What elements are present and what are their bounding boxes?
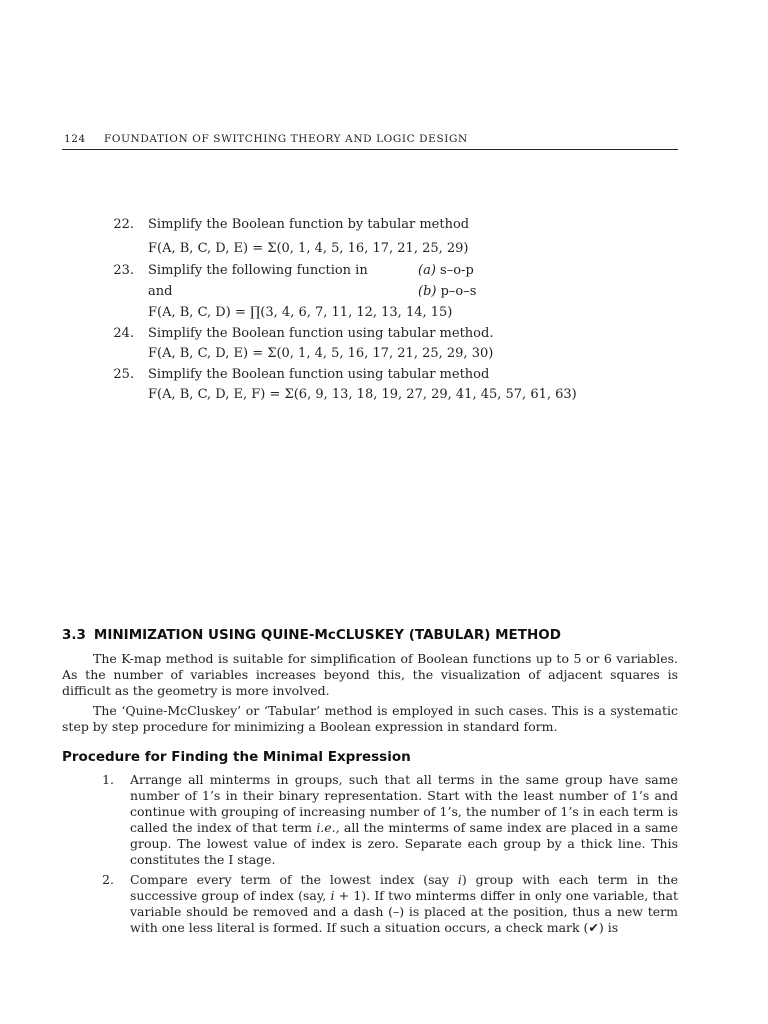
exercise-number: 24. <box>113 326 134 341</box>
boolean-expression: F(A, B, C, D, E) = Σ(0, 1, 4, 5, 16, 17, 21, 25, 29) <box>148 241 469 256</box>
step-text-part: ) group with each term in the successive group of index (say, <box>130 872 678 903</box>
ie-abbrev: i.e., <box>316 820 340 835</box>
exercise-number: 23. <box>113 263 134 278</box>
subsection-heading: Procedure for Finding the Minimal Expression <box>62 749 411 765</box>
boolean-expression: F(A, B, C, D, E) = Σ(0, 1, 4, 5, 16, 17, 21, 25, 29, 30) <box>148 346 494 361</box>
paragraph-kmap: The K-map method is suitable for simplification of Boolean functions up to 5 or 6 variables. As the number of variables increases beyond this, the visualization of adjacent squares is difficult as the geometry is more involved. <box>62 651 678 698</box>
exercise-text: Simplify the following function in <box>148 263 368 278</box>
exercise-number: 22. <box>113 217 134 232</box>
exercise-number: 25. <box>113 367 134 382</box>
exercise-text: Simplify the Boolean function using tabular method. <box>148 326 494 341</box>
step-text-part: all the minterms of same index are placed in a same group. The lowest value of index is zero. Separate each group by a thick line. This constitutes the I stage. <box>130 820 678 867</box>
option-a-label: (a) <box>418 263 436 278</box>
boolean-expression: F(A, B, C, D, E, F) = Σ(6, 9, 13, 18, 19, 27, 29, 41, 45, 57, 61, 63) <box>148 387 577 402</box>
section-number: 3.3 <box>62 627 86 643</box>
section-title: MINIMIZATION USING QUINE-McCLUSKEY (TABULAR) METHOD <box>93 627 561 643</box>
paragraph-quine: The ‘Quine-McCluskey’ or ‘Tabular’ method is employed in such cases. This is a systematic step by step procedure for minimizing a Boolean expression in standard form. <box>62 703 678 734</box>
option-a <box>418 261 474 281</box>
option-b-label: (b) <box>418 284 437 299</box>
step-text <box>130 772 678 868</box>
exercise-text: Simplify the Boolean function using tabular method <box>148 367 490 382</box>
variable-i: i <box>330 888 335 903</box>
section-heading <box>62 627 561 643</box>
variable-i: i <box>457 872 462 887</box>
step-number: 1. <box>102 772 114 787</box>
running-header <box>62 133 678 150</box>
step-text <box>130 872 678 936</box>
option-b <box>418 282 476 302</box>
step-text-part: Compare every term of the lowest index (say <box>130 872 449 887</box>
boolean-expression: F(A, B, C, D) = ∏(3, 4, 6, 7, 11, 12, 13, 14, 15) <box>148 305 453 320</box>
option-b-text: p–o–s <box>440 284 477 299</box>
page-number: 124 <box>64 133 86 145</box>
option-a-text: s–o-p <box>440 263 474 278</box>
and-text: and <box>148 284 173 299</box>
exercise-text: Simplify the Boolean function by tabular method <box>148 217 470 232</box>
step-text-part: Arrange all minterms in groups, such that all terms in the same group have same number of 1’s in their binary representation. Start with the least number of 1’s and continue with grouping of increasing number of 1’s, the number of 1’s in each term is called the index of that term <box>130 772 678 835</box>
step-number: 2. <box>102 872 114 887</box>
running-title: FOUNDATION OF SWITCHING THEORY AND LOGIC DESIGN <box>104 133 468 145</box>
step-text-part: + 1). If two minterms differ in only one variable, that variable should be removed and a dash (–) is placed at the position, thus a new term with one less literal is formed. If such a situation occurs, a check mark (✔) is <box>130 888 678 935</box>
